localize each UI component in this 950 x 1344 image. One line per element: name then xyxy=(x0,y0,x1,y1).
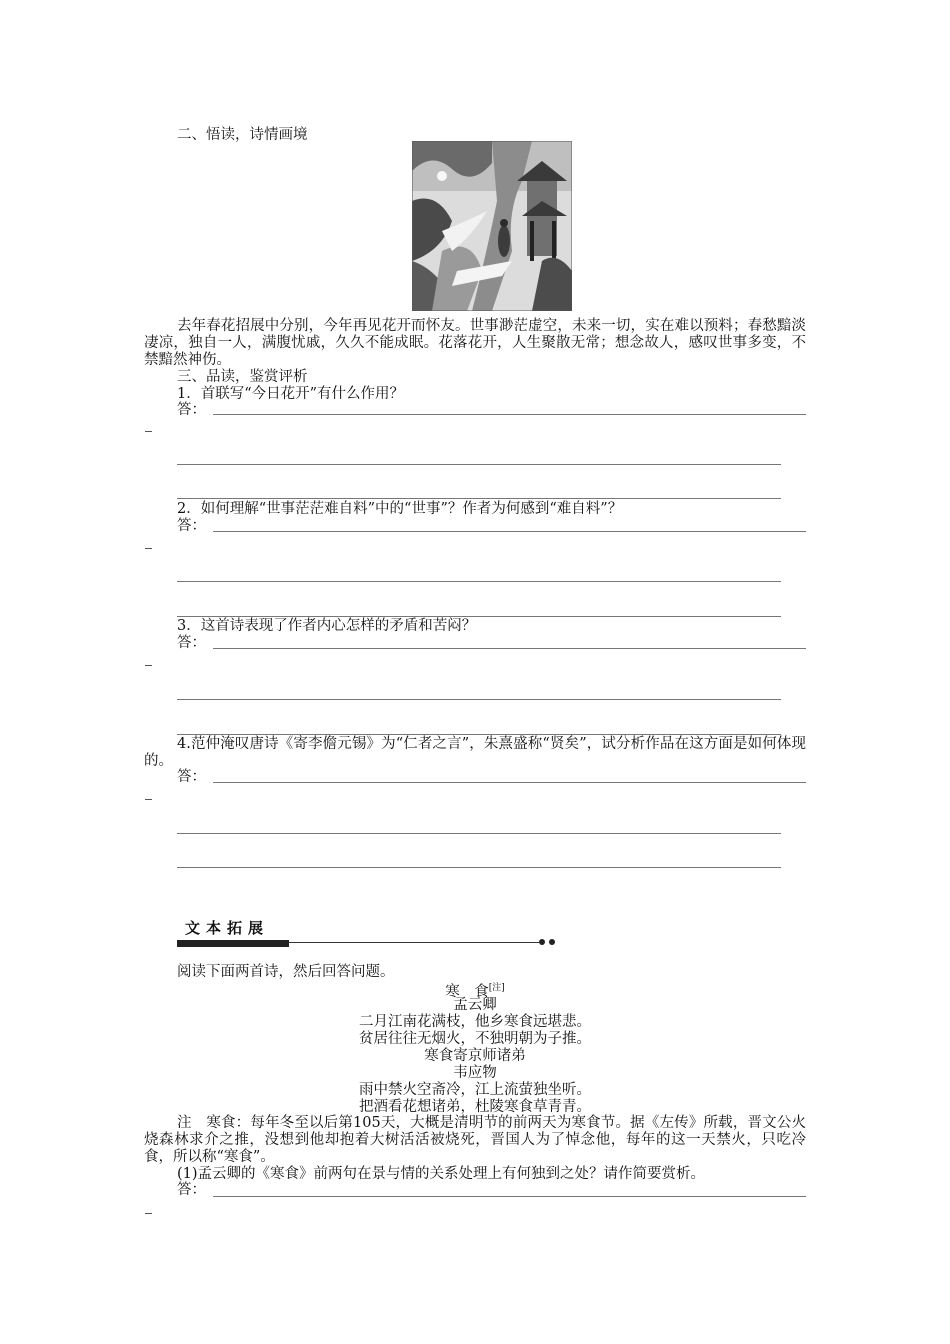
question-4: 4.范仲淹叹唐诗《寄李儋元锡》为“仁者之言”，朱熹盛称“贤矣”，试分析作品在这方面是如何体现的。 xyxy=(144,736,806,769)
answer-label: 答： xyxy=(177,518,206,534)
poem1-author: 孟云卿 xyxy=(453,997,497,1013)
answer-line-tail xyxy=(145,548,152,549)
poem1-title: 寒 食 xyxy=(445,984,489,1000)
poem-note: 注 寒食：每年冬至以后第105天，大概是清明节的前两天为寒食节。据《左传》所载，晋文公火烧森林求介之推，没想到他却抱着大树活活被烧死，晋国人为了悼念他，每年的这一天禁火，只吃冷食，所以称“寒食”。 xyxy=(144,1115,806,1165)
extension-intro: 阅读下面两首诗，然后回答问题。 xyxy=(177,964,395,980)
answer-line[interactable] xyxy=(213,414,806,415)
answer-line[interactable] xyxy=(177,616,781,617)
banner-bar xyxy=(177,940,289,947)
answer-line-tail xyxy=(145,665,152,666)
answer-line[interactable] xyxy=(177,833,781,834)
extension-banner-title: 文本拓展 xyxy=(185,919,270,937)
section2-paragraph: 去年春花招展中分别，今年再见花开而怀友。世事渺茫虚空，未来一切，实在难以预料；春愁黯淡凄凉，独自一人，满腹忧戚，久久不能成眠。花落花开，人生聚散无常；想念故人，感叹世事多变，不禁黯然神伤。 xyxy=(144,318,806,368)
answer-line[interactable] xyxy=(177,498,781,499)
answer-line[interactable] xyxy=(177,464,781,465)
question-2: 2．如何理解“世事茫茫难自料”中的“世事”？作者为何感到“难自料”？ xyxy=(177,501,623,517)
section2-heading: 二、悟读，诗情画境 xyxy=(177,127,308,143)
banner-rule xyxy=(289,942,539,943)
section3-heading: 三、品读，鉴赏评析 xyxy=(177,369,308,385)
poem1-line: 二月江南花满枝，他乡寒食远堪悲。 xyxy=(359,1014,591,1030)
poem2-author: 韦应物 xyxy=(453,1065,497,1081)
answer-line-tail xyxy=(145,799,152,800)
answer-line[interactable] xyxy=(213,648,806,649)
answer-label: 答： xyxy=(177,769,206,785)
answer-line-tail xyxy=(145,431,152,432)
question-3: 3．这首诗表现了作者内心怎样的矛盾和苦闷？ xyxy=(177,618,477,634)
poem2-line: 把酒看花想诸弟，杜陵寒食草青青。 xyxy=(359,1099,591,1115)
answer-label: 答： xyxy=(177,635,206,651)
poem2-line: 雨中禁火空斋冷，江上流萤独坐听。 xyxy=(359,1082,591,1098)
answer-line[interactable] xyxy=(213,782,806,783)
answer-line[interactable] xyxy=(213,1196,806,1197)
banner-dot xyxy=(539,939,545,945)
answer-line[interactable] xyxy=(177,867,781,868)
answer-line[interactable] xyxy=(177,734,781,735)
poem2-title: 寒食寄京师诸弟 xyxy=(424,1048,526,1064)
answer-line[interactable] xyxy=(177,581,781,582)
poem1-note-mark: [注] xyxy=(488,983,505,993)
banner-dot xyxy=(549,939,555,945)
answer-line[interactable] xyxy=(177,699,781,700)
answer-line[interactable] xyxy=(213,531,806,532)
answer-label: 答： xyxy=(177,1182,206,1198)
poem1-line: 贫居往往无烟火，不独明朝为子推。 xyxy=(359,1031,591,1047)
answer-line-tail xyxy=(145,1213,152,1214)
landscape-illustration xyxy=(412,141,572,311)
answer-label: 答： xyxy=(177,402,206,418)
question-1: 1．首联写“今日花开”有什么作用？ xyxy=(177,386,405,402)
extension-question-1: (1)孟云卿的《寒食》前两句在景与情的关系处理上有何独到之处？请作简要赏析。 xyxy=(177,1166,706,1182)
